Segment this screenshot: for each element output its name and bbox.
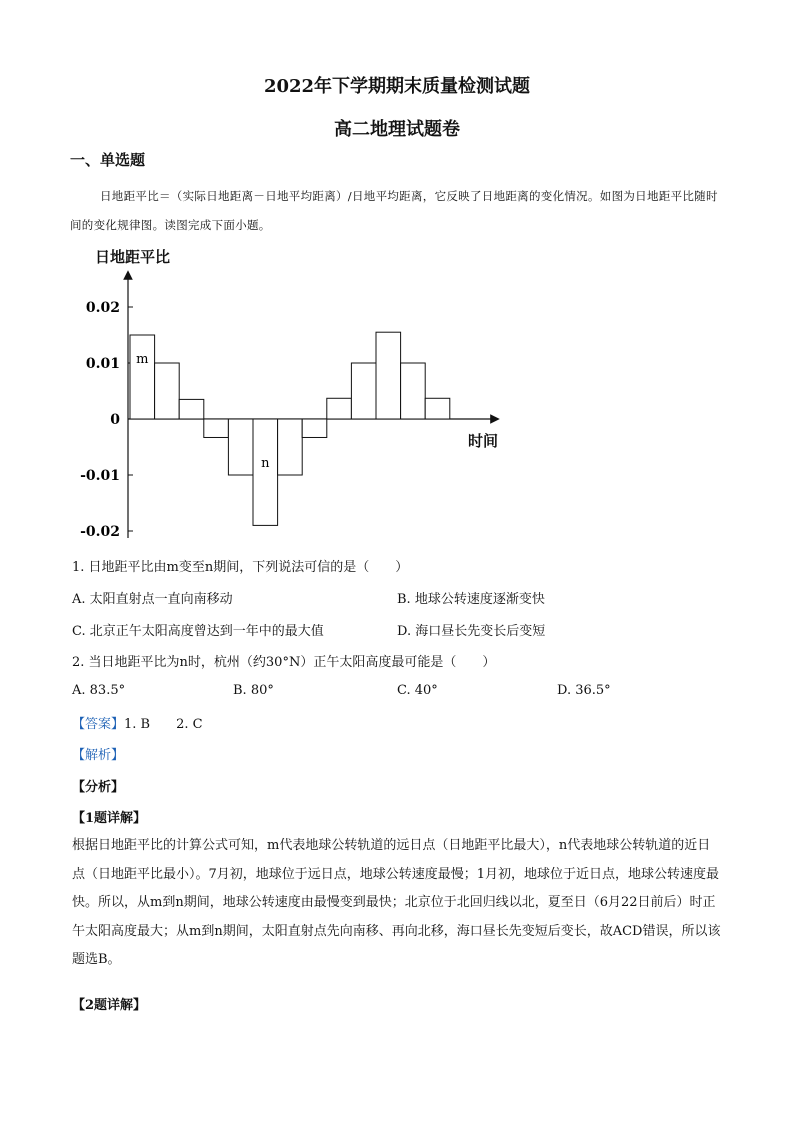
bar <box>253 419 278 525</box>
bar <box>401 363 426 419</box>
bar-annotation: n <box>261 456 270 471</box>
doc-title: 2022年下学期期末质量检测试题 <box>263 76 531 97</box>
detail2-tag: 【2题详解】 <box>72 998 147 1013</box>
q2-option-c: C. 40° <box>397 683 438 698</box>
fenxi-tag: 【分析】 <box>72 780 125 795</box>
q2-option-b: B. 80° <box>233 683 274 698</box>
doc-subtitle: 高二地理试题卷 <box>334 119 460 140</box>
answer-text: 1. B 2. C <box>124 717 203 732</box>
q1-option-c: C. 北京正午太阳高度曾达到一年中的最大值 <box>72 624 324 639</box>
bar <box>155 363 180 419</box>
q2-option-a: A. 83.5° <box>72 683 126 698</box>
answer-tag: 【答案】 <box>72 717 125 732</box>
bar <box>376 332 401 419</box>
q1-option-b: B. 地球公转速度逐渐变快 <box>397 592 545 607</box>
section-heading: 一、单选题 <box>70 151 146 169</box>
y-tick-label: 0.01 <box>85 356 120 372</box>
bar <box>351 363 376 419</box>
answer-line <box>72 713 203 732</box>
intro-paragraph: 日地距平比＝（实际日地距离－日地平均距离）/日地平均距离，它反映了日地距离的变化情况。如图为日地距平比随时间的变化规律图。读图完成下面小题。 <box>70 189 718 232</box>
bar <box>228 419 253 475</box>
detail1-text: 根据日地距平比的计算公式可知，m代表地球公转轨道的远日点（日地距平比最大），n代表地球公转轨道的近日点（日地距平比最小）。7月初，地球位于远日点，地球公转速度最慢；1月初，地球位于近日点，地球公转速度最快。所以，从m到n期间，地球公转速度由最慢变到最快；北京位于北回归线以北，夏至日（6月22日前后）时正午太阳高度最大；从m到n期间，太阳直射点先向南移、再向北移，海口昼长先变短后变长，故ACD错误，所以该题选B。 <box>72 838 721 967</box>
q1-stem: 1. 日地距平比由m变至n期间，下列说法可信的是（ ） <box>72 560 409 575</box>
q1-option-d: D. 海口昼长先变长后变短 <box>397 624 546 639</box>
y-tick-label: 0.02 <box>85 300 120 316</box>
x-axis-label: 时间 <box>468 432 499 450</box>
bar <box>278 419 303 475</box>
bar <box>204 419 229 437</box>
bar-annotation: m <box>136 352 149 367</box>
q1-option-a: A. 太阳直射点一直向南移动 <box>72 592 233 607</box>
detail1-tag: 【1题详解】 <box>72 811 147 826</box>
q2-option-d: D. 36.5° <box>557 683 611 698</box>
y-axis-label: 日地距平比 <box>95 248 171 266</box>
analysis-tag: 【解析】 <box>72 748 125 763</box>
bar <box>179 399 204 419</box>
bar <box>327 398 352 419</box>
bar <box>425 398 450 419</box>
y-tick-label: -0.02 <box>80 524 120 540</box>
q2-stem: 2. 当日地距平比为n时，杭州（约30°N）正午太阳高度最可能是（ ） <box>72 655 496 670</box>
y-tick-label: 0 <box>110 412 120 428</box>
y-tick-label: -0.01 <box>80 468 120 484</box>
bar <box>302 419 327 437</box>
bar <box>130 335 155 419</box>
distance-ratio-chart <box>70 240 510 540</box>
